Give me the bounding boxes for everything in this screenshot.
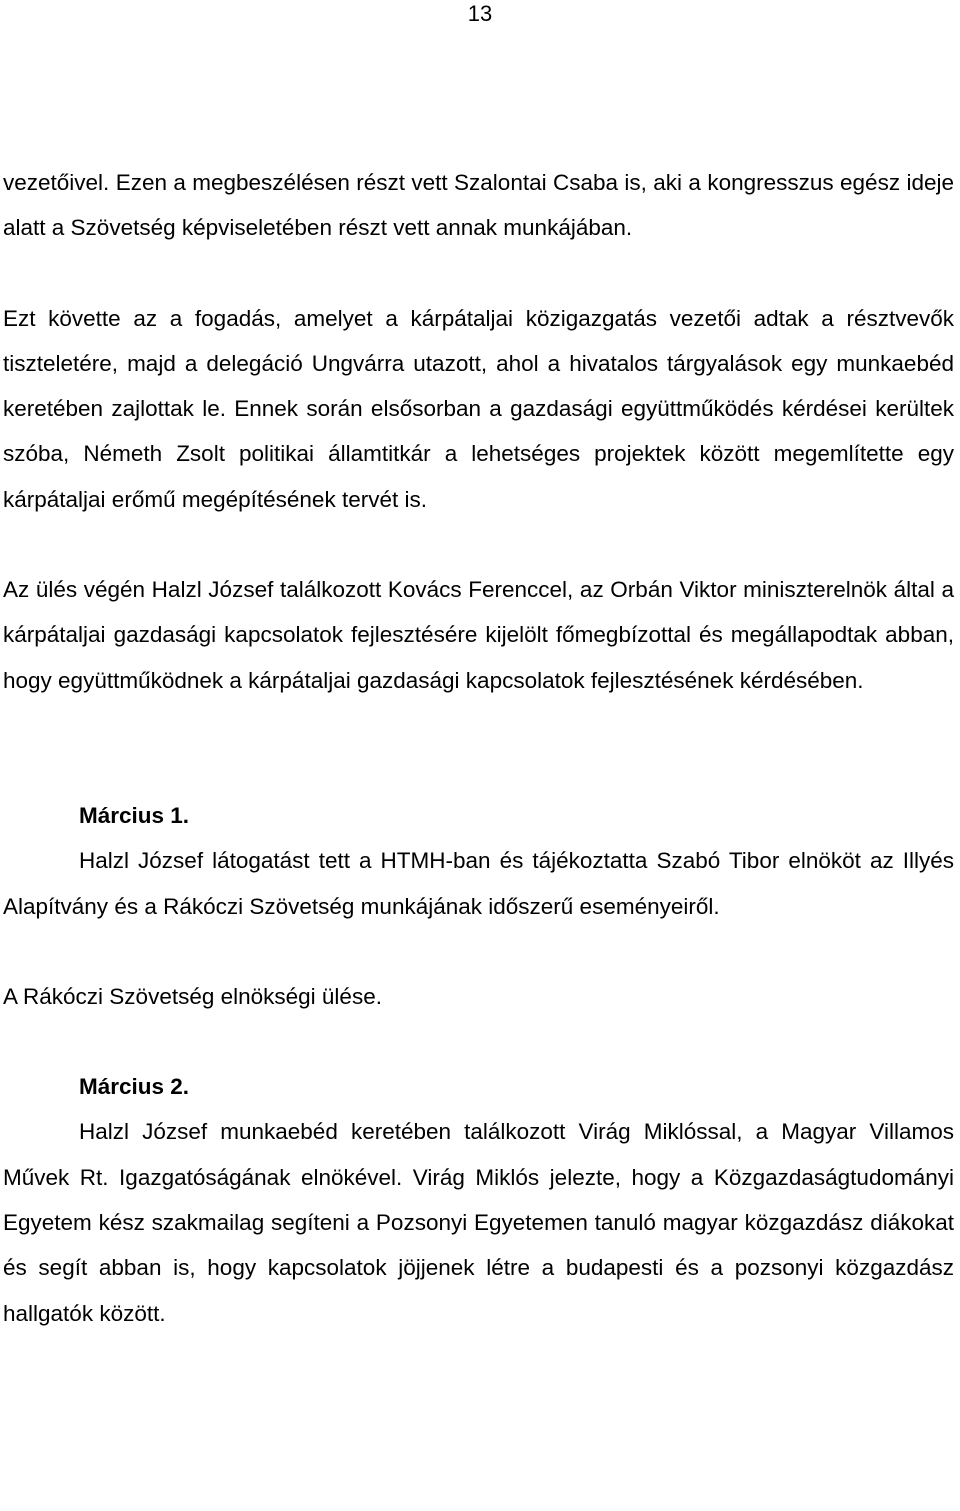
paragraph-htmh-visit: Halzl József látogatást tett a HTMH-ban és tájékoztatta Szabó Tibor elnököt az Illyés Alapítvány és a Rákóczi Szövetség munkájának időszerű eseményeiről.: [3, 848, 954, 919]
page-number: 13: [467, 1, 493, 26]
paragraph-reception: Ezt követte az a fogadás, amelyet a kárpátaljai közigazgatás vezetői adtak a résztvevők tiszteletére, majd a delegáció Ungvárra utazott, ahol a hivatalos tárgyalások egy munkaebéd keretében zajlottak le. Ennek során elsősorban a gazdasági együttműködés kérdései kerültek szóba, Németh Zsolt politikai államtitkár a lehetséges projektek között megemlítette egy kárpátaljai erőmű megépítésének tervét is.: [3, 305, 954, 512]
document-body: [3, 160, 954, 1336]
paragraph-spacer: [3, 929, 954, 974]
paragraph-congress: vezetőivel. Ezen a megbeszélésen részt vett Szalontai Csaba is, aki a kongresszus egész ideje alatt a Szövetség képviseletében részt vett annak munkájában.: [3, 170, 954, 241]
date-heading-march-1: Március 1.: [79, 802, 190, 828]
date-heading-march-2: Március 2.: [79, 1074, 190, 1100]
paragraph-spacer: [3, 522, 954, 567]
paragraph-presidium-meeting: A Rákóczi Szövetség elnökségi ülése.: [3, 983, 382, 1009]
paragraph-meeting-end: Az ülés végén Halzl József találkozott Kovács Ferenccel, az Orbán Viktor miniszterelnök által a kárpátaljai gazdasági kapcsolatok fejlesztésére kijelölt főmegbízottal és megállapodtak abban, hogy együttműködnek a kárpátaljai gazdasági kapcsolatok fejlesztésének kérdésében.: [3, 577, 954, 693]
paragraph-spacer: [3, 1019, 954, 1064]
paragraph-working-lunch: Halzl József munkaebéd keretében találkozott Virág Miklóssal, a Magyar Villamos Művek Rt. Igazgatóságának elnökével. Virág Miklós jelezte, hogy a Közgazdaságtudományi Egyetem kész szakmailag segíteni a Pozsonyi Egyetemen tanuló magyar közgazdász diákokat és segít abban is, hogy kapcsolatok jöjjenek létre a budapesti és a pozsonyi közgazdász hallgatók között.: [3, 1119, 954, 1326]
paragraph-spacer: [3, 251, 954, 296]
paragraph-spacer: [3, 703, 954, 793]
